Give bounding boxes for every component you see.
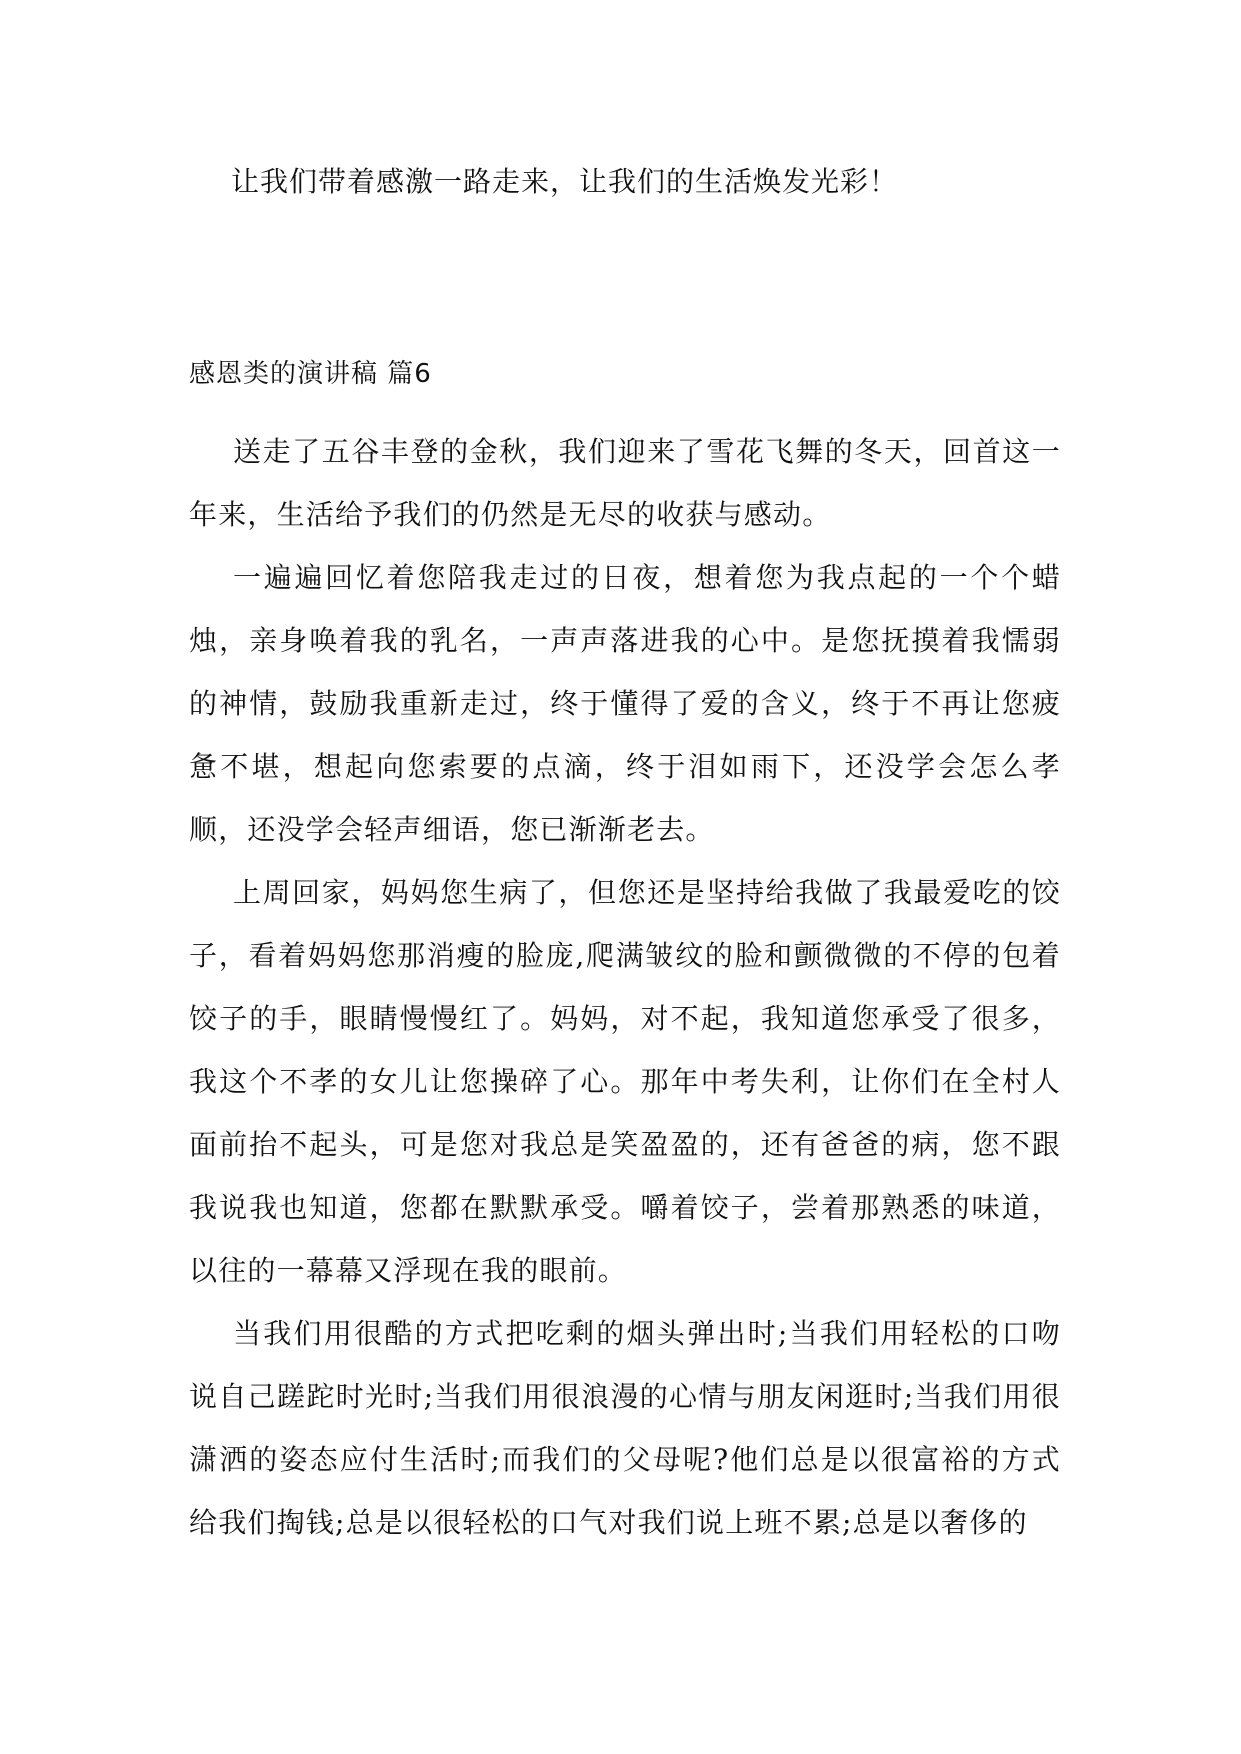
paragraph: 当我们用很酷的方式把吃剩的烟头弹出时;当我们用轻松的口吻说自己蹉跎时光时;当我们用很浪漫的心情与朋友闲逛时;当我们用很潇洒的姿态应付生活时;而我们的父母呢?他们总是以很富裕的方式给我们掏钱;总是以很轻松的口气对我们说上班不累;总是以奢侈的 [189, 1317, 1061, 1539]
paragraph: 上周回家，妈妈您生病了，但您还是坚持给我做了我最爱吃的饺子，看着妈妈您那消瘦的脸庞,爬满皱纹的脸和颤微微的不停的包着饺子的手，眼睛慢慢红了。妈妈，对不起，我知道您承受了很多，我这个不孝的女儿让您操碎了心。那年中考失利，让你们在全村人面前抬不起头，可是您对我总是笑盈盈的，还有爸爸的病，您不跟我说我也知道，您都在默默承受。嚼着饺子，尝着那熟悉的味道，以往的一幕幕又浮现在我的眼前。 [189, 876, 1061, 1287]
closing-line: 让我们带着感激一路走来，让我们的生活焕发光彩！ [231, 165, 899, 198]
paragraph: 一遍遍回忆着您陪我走过的日夜，想着您为我点起的一个个蜡烛，亲身唤着我的乳名，一声声落进我的心中。是您抚摸着我懦弱的神情，鼓励我重新走过，终于懂得了爱的含义，终于不再让您疲惫不堪，想起向您索要的点滴，终于泪如雨下，还没学会怎么孝顺，还没学会轻声细语，您已渐渐老去。 [189, 561, 1061, 846]
section-title: 感恩类的演讲稿 篇6 [189, 359, 432, 389]
body-text [189, 420, 1061, 1554]
paragraph: 送走了五谷丰登的金秋，我们迎来了雪花飞舞的冬天，回首这一年来，生活给予我们的仍然是无尽的收获与感动。 [189, 435, 1061, 531]
